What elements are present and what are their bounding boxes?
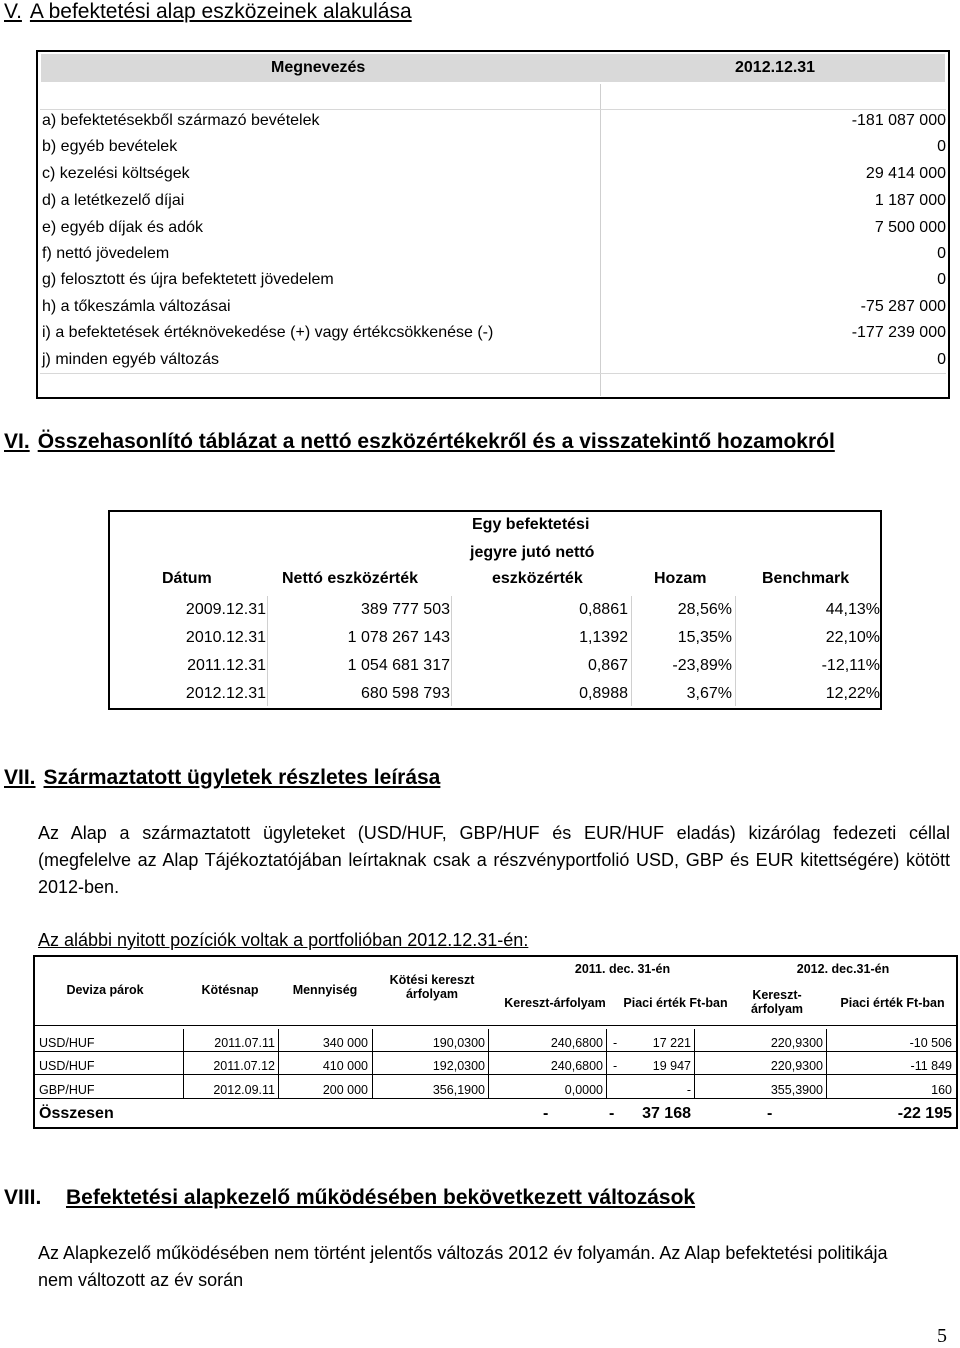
total-piaci-2011: 37 168 [642, 1105, 691, 1122]
section8-heading [4, 1186, 695, 1210]
header-mennyiseg: Mennyiség [292, 983, 358, 997]
column-divider [451, 596, 452, 706]
header-group-2011: 2011. dec. 31-én [574, 962, 671, 976]
header-hozam: Hozam [654, 570, 707, 587]
row-divider [35, 1098, 956, 1099]
row-value: 0 [937, 245, 946, 262]
row-label: i) a befektetések értéknövekedése (+) vagy értékcsökkenése (-) [42, 324, 494, 341]
section8-paragraph: Az Alapkezelő működésében nem történt jelentős változás 2012 év folyamán. Az Alap befektetési politikája nem változott az év során [38, 1243, 888, 1290]
cell-kereszt-2011: 0,0000 [564, 1083, 603, 1097]
cell-kereszt-2012: 355,3900 [770, 1083, 823, 1097]
row-label: j) minden egyéb változás [42, 351, 219, 368]
row-label: h) a tőkeszámla változásai [42, 298, 231, 315]
cell-pair: GBP/HUF [39, 1083, 95, 1097]
header-kotesnap: Kötésnap [201, 983, 259, 997]
row-label: e) egyéb díjak és adók [42, 219, 203, 236]
cell-kereszt-2011: 240,6800 [550, 1036, 603, 1050]
header-piaci-2011: Piaci érték Ft-ban [623, 996, 728, 1010]
row-label: c) kezelési költségek [42, 165, 190, 182]
cell-piaci-2012: -11 849 [910, 1059, 952, 1073]
row-divider [35, 1025, 956, 1026]
column-divider [488, 1029, 489, 1099]
section6-heading [4, 430, 835, 454]
row-value: 1 187 000 [874, 192, 946, 209]
row-value: -181 087 000 [851, 112, 946, 129]
cell-netto: 1 078 267 143 [347, 629, 450, 646]
cell-hozam: -23,89% [672, 657, 732, 674]
cell-netto: 680 598 793 [361, 685, 450, 702]
row-value: 0 [937, 138, 946, 155]
cell-benchmark: 12,22% [825, 685, 880, 702]
cell-kereszt-2012: 220,9300 [770, 1059, 823, 1073]
table-row [42, 241, 946, 267]
assets-table-header [41, 54, 945, 82]
cell-date: 2012.09.11 [213, 1083, 275, 1097]
cell-benchmark: -12,11% [821, 657, 880, 674]
cell-netto: 389 777 503 [361, 601, 450, 618]
header-egy-line3: eszközérték [492, 570, 583, 587]
cell-datum: 2009.12.31 [185, 601, 266, 618]
cell-rate: 192,0300 [432, 1059, 485, 1073]
section5-title: A befektetési alap eszközeinek alakulása [29, 0, 412, 23]
cell-dash: - [613, 1059, 618, 1073]
header-kotesi: Kötési kereszt árfolyam [389, 973, 475, 1001]
row-value: 0 [937, 351, 946, 368]
row-value: 29 414 000 [865, 165, 946, 182]
column-divider [826, 1029, 827, 1099]
column-divider [267, 596, 268, 706]
cell-hozam: 28,56% [677, 601, 732, 618]
cell-piaci-2011: 19 947 [652, 1059, 691, 1073]
row-label: g) felosztott és újra befektetett jövedelem [42, 271, 334, 288]
column-divider [372, 1029, 373, 1099]
header-kereszt-2012: Kereszt-árfolyam [750, 988, 804, 1016]
header-egy-line2: jegyre jutó nettó [470, 544, 595, 561]
header-egy-line1: Egy befektetési [472, 516, 590, 533]
column-divider [694, 1029, 695, 1099]
row-label: b) egyéb bevételek [42, 138, 178, 155]
row-divider [35, 1051, 956, 1052]
cell-piaci-2012: 160 [931, 1083, 952, 1097]
cell-hozam: 3,67% [686, 685, 732, 702]
section7-paragraph: Az Alap a származtatott ügyleteket (USD/HUF, GBP/HUF és EUR/HUF eladás) kizárólag fedezeti céllal (megfelelve az Alap Tájékoztatójában leírtaknak csak a részvényportfolió USD, GBP és EUR kitettségére) kötött 2012-ben. [38, 823, 950, 897]
total-kereszt-2011: - [543, 1105, 549, 1122]
row-label: f) nettó jövedelem [42, 245, 170, 262]
cell-rate: 356,1900 [432, 1083, 485, 1097]
cell-piaci-2012: -10 506 [909, 1036, 952, 1050]
cell-egy: 1,1392 [579, 629, 628, 646]
cell-pair: USD/HUF [39, 1036, 95, 1050]
header-benchmark: Benchmark [762, 570, 850, 587]
row-label: a) befektetésekből származó bevételek [42, 112, 320, 129]
total-kereszt-2012: - [767, 1105, 773, 1122]
cell-kereszt-2011: 240,6800 [550, 1059, 603, 1073]
cell-piaci-2011: 17 221 [652, 1036, 691, 1050]
row-value: 0 [937, 271, 946, 288]
row-label: d) a letétkezelő díjai [42, 192, 185, 209]
section8-number: VIII. [4, 1186, 42, 1209]
table-row [42, 347, 946, 373]
section5-heading [4, 0, 412, 24]
cell-egy: 0,8988 [579, 685, 628, 702]
table-row [42, 294, 946, 320]
comparison-table [108, 510, 882, 710]
cell-date: 2011.07.11 [214, 1036, 275, 1050]
row-divider [35, 1074, 956, 1075]
header-piaci-2012: Piaci érték Ft-ban [840, 996, 945, 1010]
table-row [42, 320, 946, 346]
cell-dash: - [613, 1036, 618, 1050]
page-number: 5 [937, 1325, 947, 1347]
cell-egy: 0,8861 [579, 601, 628, 618]
cell-date: 2011.07.12 [213, 1059, 275, 1073]
cell-hozam: 15,35% [677, 629, 732, 646]
cell-datum: 2010.12.31 [185, 629, 266, 646]
cell-kereszt-2012: 220,9300 [770, 1036, 823, 1050]
section5-number: V. [4, 0, 22, 23]
table-row [42, 188, 946, 214]
cell-egy: 0,867 [587, 657, 628, 674]
table-row [42, 267, 946, 293]
cell-qty: 340 000 [322, 1036, 368, 1050]
section6-title: Összehasonlító táblázat a nettó eszközértékekről és a visszatekintő hozamokról [37, 430, 835, 453]
cell-rate: 190,0300 [432, 1036, 485, 1050]
column-divider [631, 596, 632, 706]
derivatives-table [33, 955, 958, 1129]
table-row [42, 108, 946, 134]
header-netto: Nettó eszközérték [282, 570, 419, 587]
table-row [42, 134, 946, 160]
header-megnevezes: Megnevezés [271, 59, 366, 76]
header-kereszt-2011: Kereszt-árfolyam [504, 996, 606, 1010]
total-label: Összesen [39, 1105, 114, 1122]
cell-datum: 2011.12.31 [187, 657, 266, 674]
total-piaci-2012: -22 195 [897, 1105, 952, 1122]
table-row [42, 215, 946, 241]
section7-title: Származtatott ügyletek részletes leírása [43, 766, 441, 789]
header-deviza: Deviza párok [66, 983, 144, 997]
total-dash: - [609, 1105, 615, 1122]
row-divider [40, 373, 946, 374]
cell-piaci-2011: - [686, 1083, 691, 1097]
header-group-2012: 2012. dec.31-én [796, 962, 890, 976]
row-value: 7 500 000 [874, 219, 946, 236]
column-divider [183, 1029, 184, 1099]
column-divider [735, 596, 736, 706]
header-datum: Dátum [162, 570, 212, 587]
section7-intro: Az alábbi nyitott pozíciók voltak a portfolióban 2012.12.31-én: [38, 930, 529, 950]
cell-qty: 200 000 [322, 1083, 368, 1097]
cell-netto: 1 054 681 317 [347, 657, 450, 674]
cell-pair: USD/HUF [39, 1059, 95, 1073]
assets-table [36, 50, 950, 399]
row-value: -177 239 000 [851, 324, 946, 341]
column-divider [606, 1029, 607, 1099]
section7-heading [4, 766, 440, 790]
cell-qty: 410 000 [322, 1059, 368, 1073]
table-row [42, 161, 946, 187]
section6-number: VI. [4, 430, 30, 453]
section8-title: Befektetési alapkezelő működésében bekövetkezett változások [66, 1186, 696, 1209]
header-date: 2012.12.31 [735, 59, 816, 76]
cell-benchmark: 22,10% [825, 629, 880, 646]
cell-benchmark: 44,13% [825, 601, 880, 618]
cell-datum: 2012.12.31 [185, 685, 266, 702]
section7-number: VII. [4, 766, 36, 789]
row-value: -75 287 000 [860, 298, 946, 315]
column-divider [278, 1029, 279, 1099]
